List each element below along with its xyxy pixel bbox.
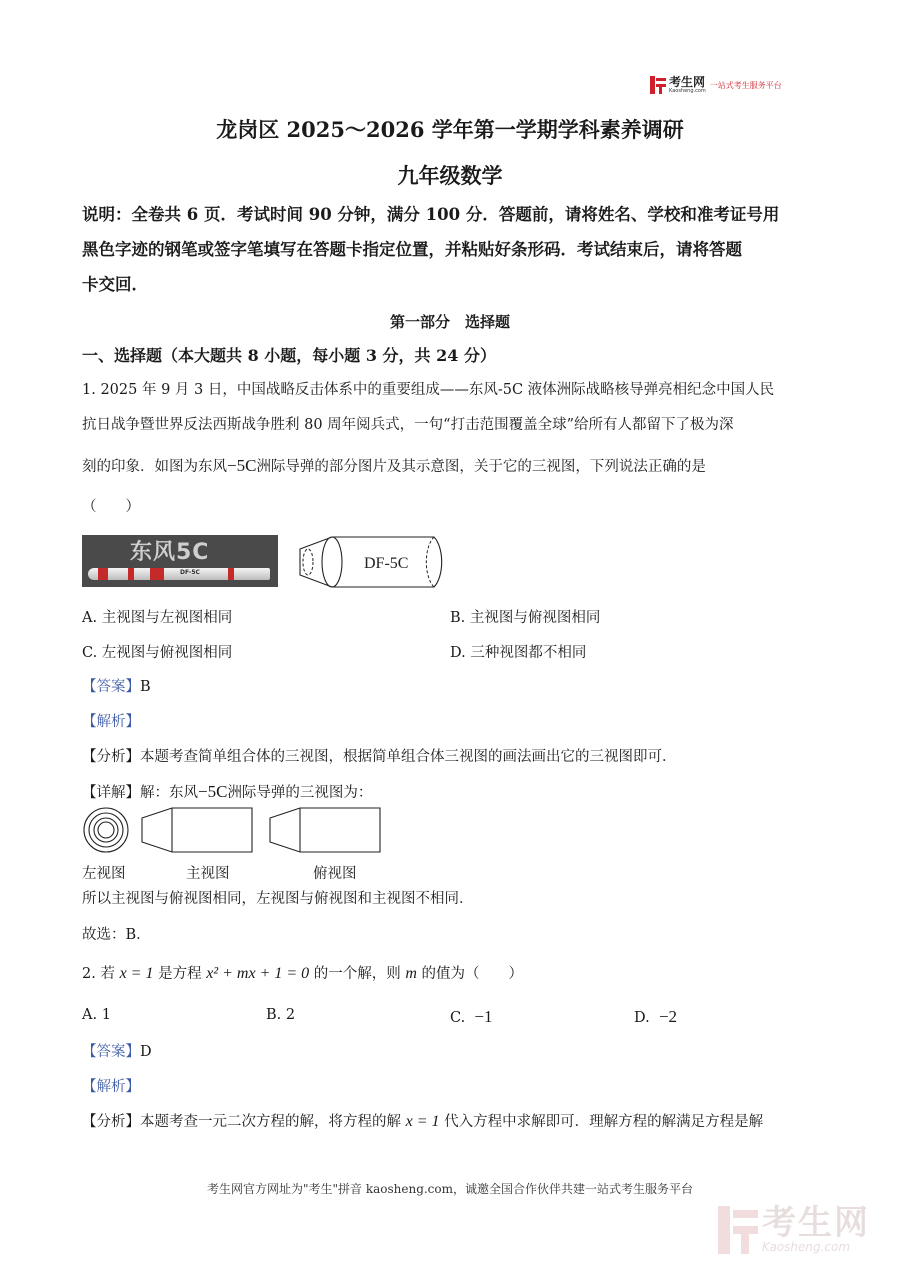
kaosheng-logo-icon: [650, 76, 666, 94]
view-label-left: 左视图: [82, 866, 126, 882]
q2-option-a[interactable]: A. 1: [82, 1007, 111, 1023]
q1-xiangjie: 【详解】解：东风−5C洲际导弹的三视图为：: [82, 782, 373, 801]
q1-analysis-tag: 【解析】: [82, 714, 140, 730]
section-title: 一、选择题（本大题共 8 小题，每小题 3 分，共 24 分）: [82, 346, 496, 365]
view-label-front: 主视图: [186, 866, 230, 882]
notice-line-2: 黑色字迹的钢笔或签字笔填写在答题卡指定位置，并粘贴好条形码．考试结束后，请将答题: [82, 240, 742, 259]
left-view-figure: [84, 808, 128, 852]
photo-label: 东风5C: [130, 540, 210, 565]
part-title: 第一部分 选择题: [389, 313, 510, 331]
q1-conclusion: 所以主视图与俯视图相同，左视图与俯视图和主视图不相同．: [82, 891, 474, 907]
q2-answer: 【答案】D: [82, 1044, 152, 1060]
q1-choose: 故选：B．: [82, 927, 151, 943]
math-minus-5c: −5C: [227, 456, 257, 475]
q2-analysis-tag: 【解析】: [82, 1079, 140, 1095]
q1-bracket: （ ）: [82, 499, 140, 515]
brand-name: 考生网: [669, 74, 706, 89]
brand-url: Kaosheng.com: [669, 87, 706, 94]
watermark-url: Kaosheng.com: [762, 1240, 851, 1254]
q1-line-3: 刻的印象．如图为东风−5C洲际导弹的部分图片及其示意图，关于它的三视图，下列说法正确的是: [82, 456, 706, 475]
q1-option-a[interactable]: A. 主视图与左视图相同: [82, 610, 233, 626]
q1-fenxi: 【分析】本题考查简单组合体的三视图，根据简单组合体三视图的画法画出它的三视图即可．: [82, 749, 677, 765]
q1-option-d[interactable]: D. 三种视图都不相同: [450, 645, 587, 661]
exam-subtitle: 九年级数学: [397, 163, 503, 188]
missile-diagram: [296, 531, 452, 593]
q2-option-d[interactable]: D. −2: [634, 1007, 678, 1026]
notice-line-1: 说明：全卷共 6 页．考试时间 90 分钟，满分 100 分．答题前，请将姓名、学校和准考证号用: [82, 205, 780, 224]
q1-line-2: 抗日战争暨世界反法西斯战争胜利 80 周年阅兵式，一句“打击范围覆盖全球”给所有人都留下了极为深: [82, 417, 734, 433]
brand-slogan: 一站式考生服务平台: [709, 80, 782, 90]
q1-line-1: 1. 2025 年 9 月 3 日，中国战略反击体系中的重要组成——东风-5C 液体洲际战略核导弹亮相纪念中国人民: [82, 382, 775, 398]
q1-option-b[interactable]: B. 主视图与俯视图相同: [450, 610, 601, 626]
top-view-figure: [270, 808, 380, 852]
q2-option-c[interactable]: C. −1: [450, 1007, 493, 1026]
view-label-top: 俯视图: [313, 866, 357, 882]
diagram-label: DF-5C: [364, 555, 409, 572]
q2-stem: 2. 若 x = 1 是方程 x² + mx + 1 = 0 的一个解，则 m 的值为（ ）: [82, 965, 524, 982]
exam-title: 龙岗区 2025～2026 学年第一学期学科素养调研: [216, 117, 684, 142]
q2-fenxi: 【分析】本题考查一元二次方程的解，将方程的解 x = 1 代入方程中求解即可．理解方程的解满足方程是解: [82, 1113, 764, 1130]
watermark: [718, 1203, 870, 1254]
q1-answer: 【答案】B: [82, 679, 151, 695]
watermark-name: 考生网: [762, 1203, 870, 1243]
brand-logo[interactable]: [650, 74, 782, 96]
missile-photo: [82, 535, 278, 587]
front-view-figure: [142, 808, 252, 852]
watermark-logo-icon: [718, 1206, 758, 1254]
three-views-diagram: [82, 806, 382, 856]
missile-body-image: DF-5C: [88, 568, 270, 580]
q2-option-b[interactable]: B. 2: [266, 1007, 296, 1023]
notice-line-3: 卡交回．: [82, 275, 148, 294]
footer-text: 考生网官方网址为"考生"拼音 kaosheng.com，诚邀全国合作伙伴共建一站式考生服务平台: [206, 1182, 694, 1196]
q1-option-c[interactable]: C. 左视图与俯视图相同: [82, 645, 233, 661]
